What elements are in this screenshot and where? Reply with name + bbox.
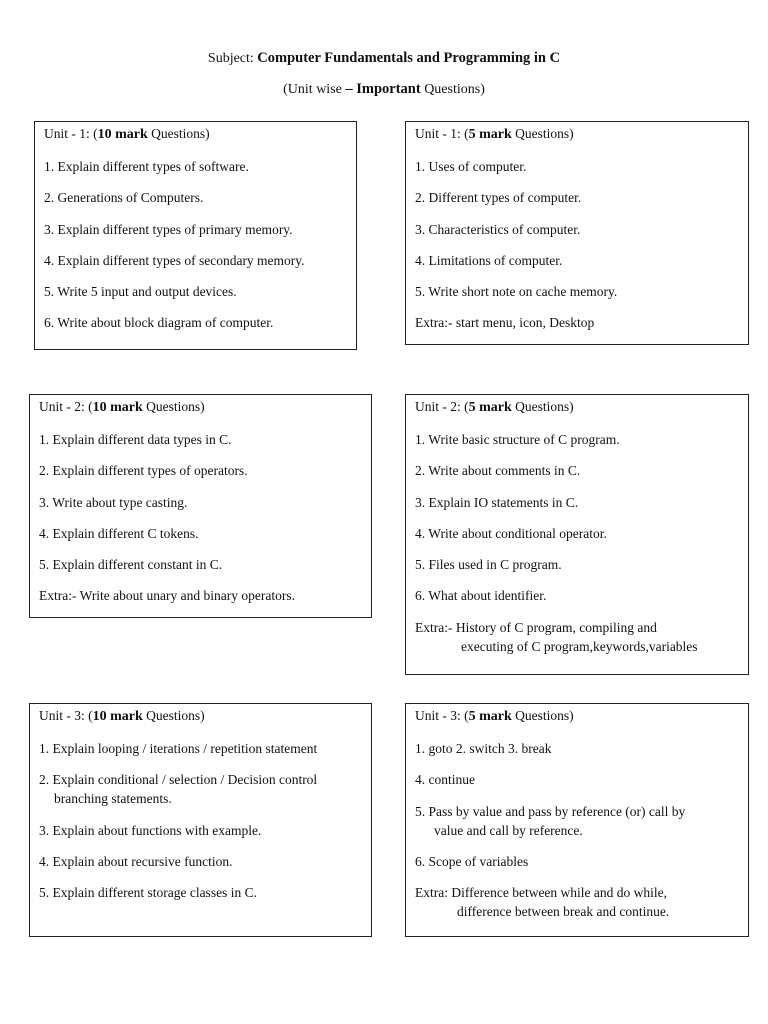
question-item: 2. Write about comments in C.: [415, 463, 581, 479]
heading-mark: 10 mark: [97, 127, 148, 142]
question-item: 3. Write about type casting.: [39, 494, 188, 510]
question-item: Extra:- start menu, icon, Desktop: [415, 315, 595, 331]
question-item: 2. Explain different types of operators.: [39, 463, 248, 479]
heading-mark: 5 mark: [468, 709, 512, 724]
heading-suffix: Questions): [142, 708, 205, 723]
question-item: 4. Explain different C tokens.: [39, 525, 199, 541]
heading-mark: 10 mark: [92, 709, 143, 724]
heading-suffix: Questions): [142, 399, 205, 414]
extra-line-2: executing of C program,keywords,variables: [461, 638, 698, 654]
unit2-5mark-heading: [415, 399, 574, 416]
question-item: 3. Explain IO statements in C.: [415, 494, 579, 510]
heading-mark: 5 mark: [468, 127, 512, 142]
unit1-10mark-box: [34, 121, 357, 350]
question-item: [39, 770, 367, 808]
unit2-10mark-heading: [39, 399, 205, 416]
question-list: [415, 157, 744, 345]
heading-suffix: Questions): [147, 126, 210, 141]
heading-prefix: Unit - 2: (: [415, 399, 469, 414]
question-list: [39, 430, 367, 618]
question-line-2: value and call by reference.: [434, 822, 583, 838]
unit2-10mark-box: [29, 394, 372, 618]
heading-suffix: Questions): [511, 399, 574, 414]
question-item: 6. Scope of variables: [415, 853, 529, 869]
heading-suffix: Questions): [511, 708, 574, 723]
extra-line-2: difference between break and continue.: [457, 904, 670, 920]
extra-line-1: Extra: Difference between while and do while,: [415, 885, 668, 901]
question-item: Extra:- Write about unary and binary operators.: [39, 588, 295, 604]
unit1-5mark-heading: [415, 126, 574, 143]
question-item: 1. Explain different types of software.: [44, 159, 249, 174]
subtitle-prefix: (Unit wise: [283, 82, 346, 97]
question-item: 1. Write basic structure of C program.: [415, 432, 620, 447]
question-item: [415, 802, 744, 840]
question-item: 5. Files used in C program.: [415, 557, 562, 573]
heading-prefix: Unit - 1: (: [415, 126, 469, 141]
heading-mark: 10 mark: [92, 400, 143, 415]
question-item: 5. Explain different storage classes in C.: [39, 885, 257, 901]
extra-line-1: Extra:- History of C program, compiling and: [415, 619, 657, 635]
question-item: 3. Explain about functions with example.: [39, 822, 262, 838]
question-item: 5. Explain different constant in C.: [39, 557, 223, 573]
heading-mark: 5 mark: [468, 400, 512, 415]
question-item: 1. Uses of computer.: [415, 159, 527, 174]
question-item-extra: [415, 618, 744, 656]
question-item: 6. What about identifier.: [415, 588, 547, 604]
question-item: 3. Characteristics of computer.: [415, 221, 581, 237]
unit3-5mark-heading: [415, 708, 574, 725]
unit1-5mark-box: [405, 121, 749, 345]
question-list: [39, 739, 367, 914]
heading-prefix: Unit - 3: (: [39, 708, 93, 723]
document-subtitle: [0, 80, 768, 99]
heading-prefix: Unit - 1: (: [44, 126, 98, 141]
heading-suffix: Questions): [511, 126, 574, 141]
question-item: 4. continue: [415, 772, 475, 788]
question-item: 5. Write 5 input and output devices.: [44, 284, 237, 300]
heading-prefix: Unit - 2: (: [39, 399, 93, 414]
unit3-10mark-heading: [39, 708, 205, 725]
question-line-2: branching statements.: [54, 791, 172, 807]
unit3-5mark-box: [405, 703, 749, 937]
question-item: 1. goto 2. switch 3. break: [415, 741, 552, 756]
question-item: 4. Limitations of computer.: [415, 252, 563, 268]
unit3-10mark-box: [29, 703, 372, 937]
question-item-extra: [415, 883, 744, 921]
question-item: 5. Write short note on cache memory.: [415, 284, 618, 300]
question-list: [44, 157, 352, 345]
question-item: 3. Explain different types of primary memory.: [44, 221, 293, 237]
question-list: [415, 430, 744, 668]
subtitle-bold: – Important: [345, 81, 421, 97]
subtitle-suffix: Questions): [420, 82, 485, 97]
question-item: 1. Explain different data types in C.: [39, 432, 232, 447]
question-item: 6. Write about block diagram of computer.: [44, 315, 274, 331]
question-line-1: 5. Pass by value and pass by reference (or) call by: [415, 803, 686, 819]
subject-name: Computer Fundamentals and Programming in C: [257, 50, 561, 66]
question-item: 4. Explain about recursive function.: [39, 853, 233, 869]
question-item: 4. Explain different types of secondary memory.: [44, 252, 305, 268]
document-title: [0, 49, 768, 68]
question-list: [415, 739, 744, 933]
question-line-1: 2. Explain conditional / selection / Decision control: [39, 772, 318, 788]
question-item: 1. Explain looping / iterations / repetition statement: [39, 741, 318, 756]
question-item: 4. Write about conditional operator.: [415, 525, 607, 541]
heading-prefix: Unit - 3: (: [415, 708, 469, 723]
subject-prefix: Subject:: [207, 51, 258, 66]
unit2-5mark-box: [405, 394, 749, 675]
question-item: 2. Generations of Computers.: [44, 190, 204, 206]
question-item: 2. Different types of computer.: [415, 190, 582, 206]
unit1-10mark-heading: [44, 126, 210, 143]
